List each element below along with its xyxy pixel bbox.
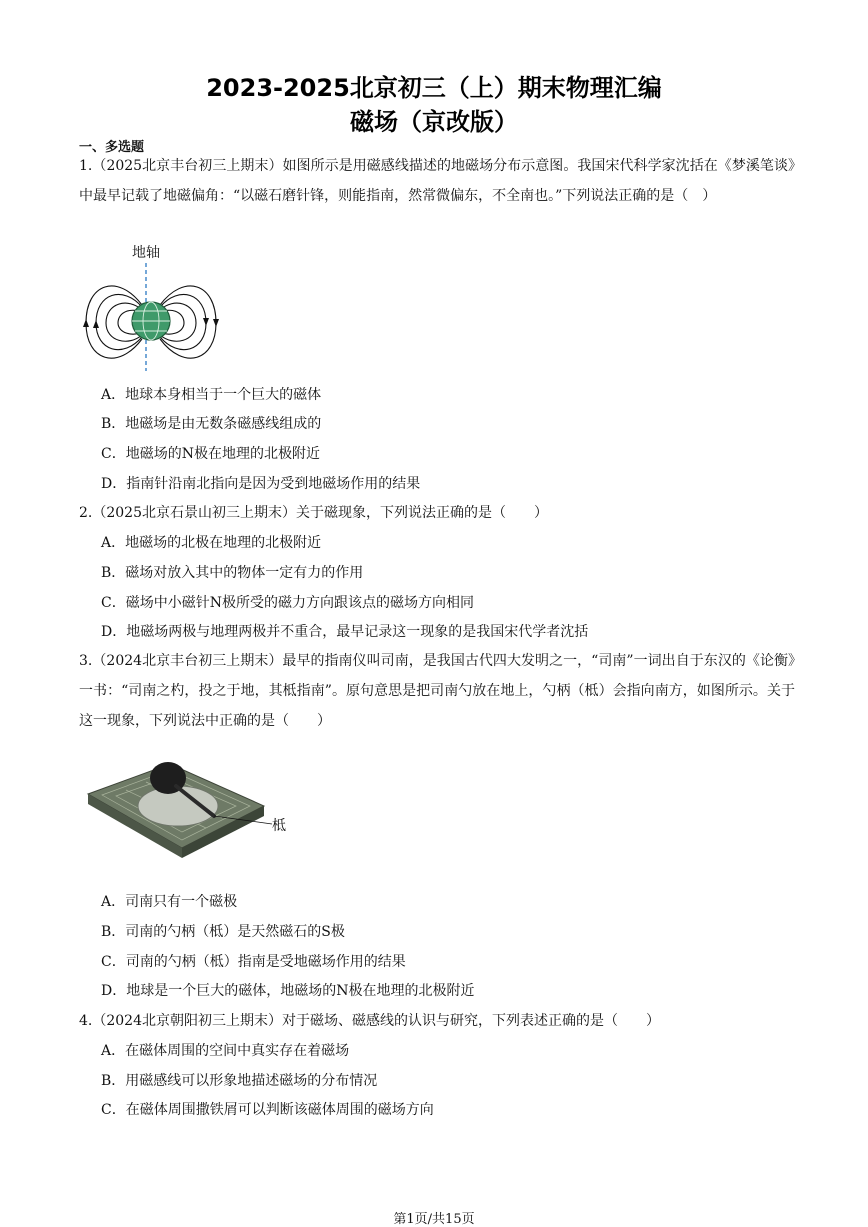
sinan-compass-picture [86,750,296,862]
q2-option-d: D．地磁场两极与地理两极并不重合，最早记录这一现象的是我国宋代学者沈括 [101,624,589,640]
document-subtitle: 磁场（京改版） [350,108,518,136]
q2-option-c: C．磁场中小磁针N极所受的磁力方向跟该点的磁场方向相同 [101,595,474,611]
question-2-stem: 2.（2025北京石景山初三上期末）关于磁现象，下列说法正确的是（ ） [79,505,548,521]
question-1-stem: 1.（2025北京丰台初三上期末）如图所示是用磁感线描述的地磁场分布示意图。我国宋代科学家沈括在《梦溪笔谈》中最早记载了地磁偏角：“以磁石磨针锋，则能指南，然常微偏东，不全南也。”下列说法正确的是（ ） [79,158,795,204]
figure-label-handle: 柢 [272,818,286,834]
q2-option-b: B．磁场对放入其中的物体一定有力的作用 [101,565,364,581]
question-1 [79,151,795,211]
question-2 [79,498,795,528]
q1-option-c: C．地磁场的N极在地理的北极附近 [101,446,320,462]
section-heading: 一、多选题 [79,140,145,155]
page-number: 第1页/共15页 [393,1212,475,1227]
q3-option-c: C．司南的勺柄（柢）指南是受地磁场作用的结果 [101,954,406,970]
q2-option-a: A．地磁场的北极在地理的北极附近 [101,535,322,551]
q4-option-a: A．在磁体周围的空间中真实存在着磁场 [101,1043,350,1059]
center-plate [138,786,218,826]
question-3-figure [86,750,296,862]
earth-magnetic-field-diagram [78,243,228,375]
q1-option-b: B．地磁场是由无数条磁感线组成的 [101,416,322,432]
q3-option-d: D．地球是一个巨大的磁体，地磁场的N极在地理的北极附近 [101,983,475,999]
question-3-stem: 3.（2024北京丰台初三上期末）最早的指南仪叫司南，是我国古代四大发明之一，“司南”一词出自于东汉的《论衡》一书：“司南之杓，投之于地，其柢指南”。原句意思是把司南勺放在地上，勺柄（柢）会指向南方，如图所示。关于这一现象，下列说法中正确的是（ ） [79,653,795,729]
q4-option-b: B．用磁感线可以形象地描述磁场的分布情况 [101,1073,378,1089]
question-1-figure [78,243,228,375]
question-3 [79,646,795,736]
q1-option-d: D．指南针沿南北指向是因为受到地磁场作用的结果 [101,476,421,492]
q3-option-b: B．司南的勺柄（柢）是天然磁石的S极 [101,924,345,940]
q3-option-a: A．司南只有一个磁极 [101,894,238,910]
document-title: 2023-2025北京初三（上）期末物理汇编 [206,74,662,102]
question-4-stem: 4.（2024北京朝阳初三上期末）对于磁场、磁感线的认识与研究，下列表述正确的是（ ） [79,1013,660,1029]
figure-label-axis: 地轴 [132,245,160,261]
q4-option-c: C．在磁体周围撒铁屑可以判断该磁体周围的磁场方向 [101,1102,434,1118]
question-4 [79,1006,795,1036]
q1-option-a: A．地球本身相当于一个巨大的磁体 [101,387,322,403]
